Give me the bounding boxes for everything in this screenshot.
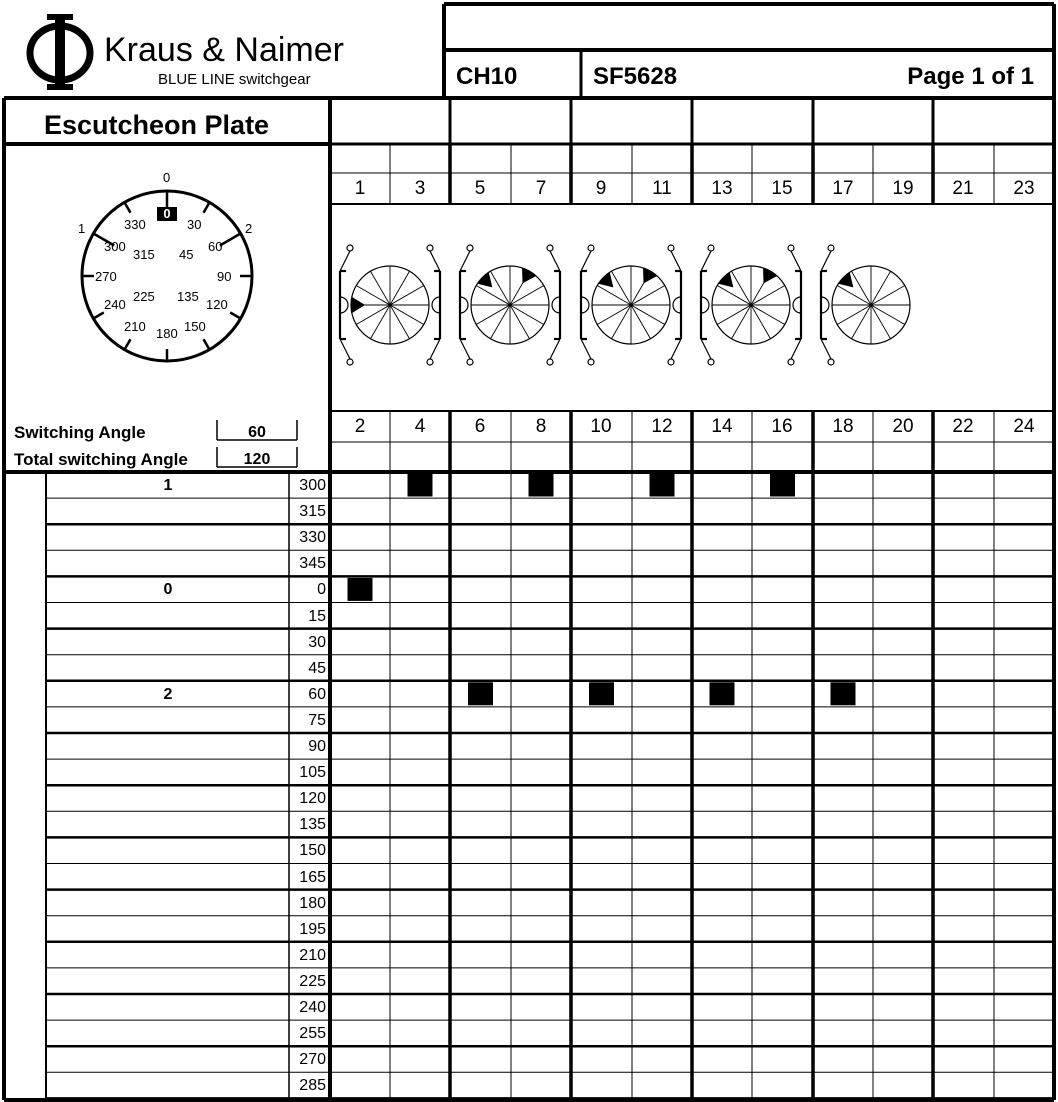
- row-angle: 30: [308, 633, 326, 651]
- dial-angle-label: 240: [104, 297, 126, 312]
- dial-angle-label: 90: [217, 269, 232, 284]
- closed-contact-mark: [529, 474, 554, 497]
- switch-element-3: [581, 245, 681, 365]
- row-angle: 285: [299, 1077, 326, 1095]
- switch-element-4: [701, 245, 801, 365]
- terminal-bottom-12: 12: [651, 416, 673, 437]
- switch-element-5: [821, 245, 910, 365]
- terminal-bottom-22: 22: [952, 416, 974, 437]
- row-angle: 315: [299, 503, 326, 521]
- terminal-top-21: 21: [952, 178, 974, 199]
- row-angle: 165: [299, 868, 326, 886]
- row-angle: 60: [308, 685, 326, 703]
- terminal-bottom-8: 8: [535, 416, 547, 437]
- row-angle: 240: [299, 999, 326, 1016]
- row-angle: 180: [299, 894, 326, 912]
- row-angle: 255: [299, 1025, 326, 1043]
- row-angle: 210: [299, 946, 326, 964]
- closed-contact-mark: [770, 474, 795, 497]
- terminal-top-1: 1: [354, 178, 366, 199]
- dial-angle-label: 45: [179, 247, 194, 262]
- dial-angle-label: 120: [206, 297, 228, 312]
- brand-name: Kraus & Naimer: [104, 31, 344, 69]
- terminal-top-17: 17: [832, 178, 854, 199]
- terminal-top-13: 13: [711, 178, 733, 199]
- terminal-bottom-16: 16: [771, 416, 793, 437]
- dial-angle-label: 150: [184, 319, 206, 334]
- row-position: 0: [163, 581, 173, 599]
- row-angle: 330: [299, 529, 326, 547]
- dial-angle-label: 315: [133, 247, 155, 262]
- row-angle: 135: [299, 816, 326, 834]
- terminal-top-11: 11: [652, 178, 672, 199]
- terminal-bottom-20: 20: [892, 416, 914, 437]
- closed-contact-mark: [408, 474, 433, 497]
- terminal-top-3: 3: [414, 178, 426, 199]
- dial-angle-label: 270: [95, 269, 117, 284]
- contact-diagram: [330, 205, 1055, 410]
- row-angle: 105: [299, 764, 326, 782]
- row-angle: 300: [299, 477, 326, 494]
- page-indicator: Page 1 of 1: [907, 63, 1034, 90]
- dial-angle-label: 300: [104, 239, 126, 254]
- row-angle: 75: [308, 711, 326, 729]
- terminal-bottom-2: 2: [354, 416, 366, 437]
- closed-contact-mark: [831, 682, 856, 705]
- switch-element-1: [340, 245, 440, 365]
- terminal-top-19: 19: [892, 178, 914, 199]
- terminal-bottom-18: 18: [832, 416, 854, 437]
- total-angle-label: Total switching Angle: [14, 450, 188, 469]
- closed-contact-mark: [348, 578, 373, 601]
- terminal-top-7: 7: [535, 178, 547, 199]
- dial-highlight-label: 0: [157, 207, 177, 221]
- dial-position-label: 0: [163, 170, 171, 185]
- dial-angle-label: 210: [124, 319, 146, 334]
- row-position: 1: [163, 477, 173, 494]
- brand-tagline: BLUE LINE switchgear: [158, 71, 311, 88]
- dial-tick: [220, 234, 241, 246]
- row-angle: 345: [299, 555, 326, 573]
- dial-tick: [125, 339, 131, 349]
- dial-tick: [204, 202, 210, 212]
- closed-contact-mark: [468, 682, 493, 705]
- dial-position-label: 1: [78, 221, 86, 236]
- scheme-code: SF5628: [593, 63, 678, 90]
- row-angle: 15: [308, 607, 326, 625]
- terminal-top-5: 5: [474, 178, 486, 199]
- closed-contact-mark: [589, 682, 614, 705]
- terminal-bottom-14: 14: [711, 416, 733, 437]
- dial-angle-label: 135: [177, 289, 199, 304]
- dial-angle-label: 180: [156, 326, 178, 341]
- row-position: 2: [163, 685, 173, 703]
- dial-angle-label: 60: [208, 239, 223, 254]
- row-angle: 270: [299, 1051, 326, 1069]
- escutcheon-title: Escutcheon Plate: [44, 110, 270, 140]
- terminal-bottom-24: 24: [1013, 416, 1035, 437]
- model-code: CH10: [456, 63, 518, 90]
- terminal-top-15: 15: [771, 178, 793, 199]
- dial-position-label: 2: [245, 221, 253, 236]
- row-angle: 150: [299, 842, 326, 860]
- terminal-bottom-10: 10: [590, 416, 612, 437]
- row-angle: 195: [299, 920, 326, 938]
- closed-contact-mark: [650, 474, 675, 497]
- total-angle-value: 120: [243, 451, 271, 468]
- row-angle: 225: [299, 972, 326, 990]
- terminal-bottom-6: 6: [474, 416, 486, 437]
- dial-tick: [204, 339, 210, 349]
- dial-angle-label: 30: [187, 217, 202, 232]
- switching-angle-value: 60: [248, 424, 266, 441]
- closed-contact-mark: [710, 682, 735, 705]
- row-angle: 90: [308, 738, 326, 755]
- terminal-bottom-4: 4: [414, 416, 426, 437]
- row-angle: 120: [299, 790, 326, 808]
- dial-tick: [230, 313, 240, 319]
- terminal-top-9: 9: [595, 178, 607, 199]
- row-angle: 45: [308, 659, 326, 677]
- logo-phi-icon: [22, 12, 98, 92]
- switching-angle-label: Switching Angle: [14, 423, 146, 442]
- dial-tick: [125, 202, 131, 212]
- dial-tick: [93, 313, 103, 319]
- terminal-top-23: 23: [1013, 178, 1035, 199]
- dial-angle-label: 330: [124, 217, 146, 232]
- dial-angle-label: 225: [133, 289, 155, 304]
- switch-element-2: [460, 245, 560, 365]
- row-angle: 0: [317, 581, 326, 599]
